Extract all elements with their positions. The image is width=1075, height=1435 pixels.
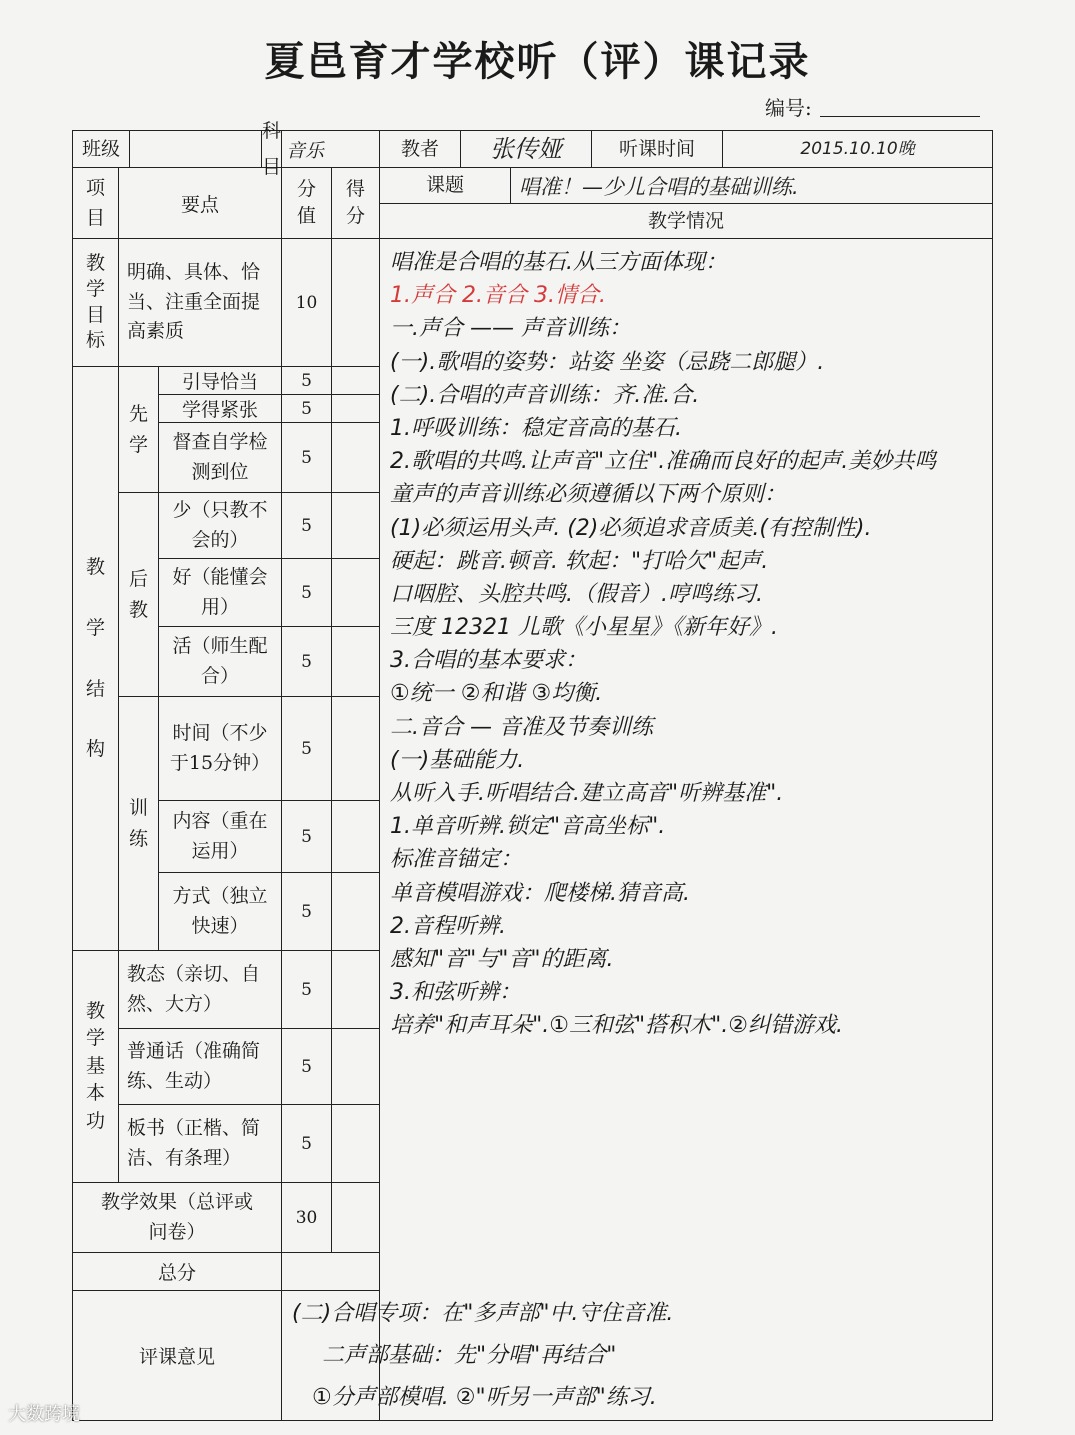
- train-item: 方式（独立快速）: [159, 873, 282, 951]
- pre-item-score: 5: [282, 367, 332, 395]
- notes-list: [380, 239, 992, 1042]
- watermark: 大数跨境: [8, 1404, 80, 1425]
- teacher-time-cell: [380, 131, 993, 168]
- points-header: 要点: [119, 168, 282, 239]
- pre-item-score: 5: [282, 423, 332, 493]
- pre-item-got[interactable]: [332, 367, 380, 395]
- total-label: 总分: [73, 1253, 282, 1291]
- train-item-got[interactable]: [332, 697, 380, 801]
- train-item-got[interactable]: [332, 873, 380, 951]
- effect-score: 30: [282, 1183, 332, 1253]
- pre-item: 督查自学检测到位: [159, 423, 282, 493]
- subject-label: 科目: [262, 120, 282, 178]
- class-value[interactable]: [130, 131, 262, 167]
- note-line: 1.呼吸训练：稳定音高的基石.: [390, 415, 683, 441]
- note-line: 单音模唱游戏：爬楼梯.猜音高.: [390, 880, 691, 906]
- basic-item: 教态（亲切、自然、大方）: [119, 951, 282, 1029]
- train-item-score: 5: [282, 801, 332, 873]
- comment-line: ①分声部模唱. ②"听另一声部"练习.: [312, 1384, 657, 1410]
- train-item: 内容（重在运用）: [159, 801, 282, 873]
- note-line: 童声的声音训练必须遵循以下两个原则：: [390, 482, 787, 508]
- post-item-got[interactable]: [332, 627, 380, 697]
- goal-got[interactable]: [332, 239, 380, 367]
- note-line: 从听入手.听唱结合.建立高音"听辨基准".: [390, 781, 784, 806]
- record-number-field[interactable]: [820, 116, 980, 117]
- page-title: 夏邑育才学校听（评）课记录: [264, 38, 811, 85]
- note-line: (1)必须运用头声. (2)必须追求音质美.(有控制性).: [390, 515, 872, 541]
- pre-item: 引导恰当: [159, 367, 282, 395]
- basic-item-got[interactable]: [332, 951, 380, 1029]
- pre-item-got[interactable]: [332, 423, 380, 493]
- comment-content: [282, 1291, 993, 1421]
- train-item: 时间（不少于15分钟）: [159, 697, 282, 801]
- class-label: 班级: [73, 131, 130, 167]
- time-value: 2015.10.10晚: [800, 139, 915, 159]
- note-line: 口咽腔、头腔共鸣.（假音）.哼鸣练习.: [390, 581, 764, 607]
- goal-points: 明确、具体、恰当、注重全面提高素质: [119, 239, 282, 367]
- item-header: 项目: [73, 168, 119, 239]
- teaching-notes: [380, 239, 993, 1421]
- train-item-score: 5: [282, 697, 332, 801]
- post-item-got[interactable]: [332, 493, 380, 559]
- note-line: 二.音合 — 音准及节奏训练: [390, 714, 654, 740]
- structure-category: 教学结构: [73, 367, 119, 951]
- basic-item-score: 5: [282, 1105, 332, 1183]
- note-line: (二).合唱的声音训练：齐.准.合.: [390, 382, 700, 408]
- basic-item-score: 5: [282, 1029, 332, 1105]
- effect-got[interactable]: [332, 1183, 380, 1253]
- note-line: 1.声合 2.音合 3.情合.: [390, 283, 606, 309]
- basic-item-got[interactable]: [332, 1029, 380, 1105]
- note-line: (一).歌唱的姿势：站姿 坐姿（忌跷二郎腿）.: [390, 349, 825, 375]
- note-line: 3.合唱的基本要求：: [390, 648, 588, 674]
- post-item: 好（能懂会用）: [159, 559, 282, 627]
- topic-cell: [380, 168, 993, 239]
- pre-item-score: 5: [282, 395, 332, 423]
- note-line: 硬起：跳音.顿音. 软起："打哈欠"起声.: [390, 548, 769, 574]
- basic-item-got[interactable]: [332, 1105, 380, 1183]
- train-item-score: 5: [282, 873, 332, 951]
- note-line: 2.音程听辨.: [390, 913, 507, 939]
- note-line: 三度 12321 儿歌《小星星》《新年好》.: [390, 615, 779, 641]
- basic-item: 普通话（准确简练、生动）: [119, 1029, 282, 1105]
- goal-score: 10: [282, 239, 332, 367]
- goal-category: 教学目标: [73, 239, 119, 367]
- record-number-label: 编号:: [765, 96, 812, 120]
- evaluation-form: [72, 120, 993, 1421]
- time-label: 听课时间: [592, 131, 723, 167]
- topic-label: 课题: [380, 168, 511, 203]
- note-line: 3.和弦听辨：: [390, 980, 522, 1006]
- basic-item-score: 5: [282, 951, 332, 1029]
- note-line: 标准音锚定：: [390, 847, 523, 873]
- note-line: 一.声合 —— 声音训练：: [390, 316, 632, 342]
- basic-item: 板书（正楷、简洁、有条理）: [119, 1105, 282, 1183]
- note-line: ①统一 ②和谐 ③均衡.: [390, 681, 603, 707]
- post-item-got[interactable]: [332, 559, 380, 627]
- train-item-got[interactable]: [332, 801, 380, 873]
- score-header: 分值: [282, 168, 332, 239]
- post-item: 活（师生配合）: [159, 627, 282, 697]
- note-line: 培养"和声耳朵".①三和弦"搭积木".②纠错游戏.: [390, 1013, 843, 1039]
- note-line: 唱准是合唱的基石.从三方面体现：: [390, 250, 728, 275]
- pre-item-got[interactable]: [332, 395, 380, 423]
- note-line: 感知"音"与"音"的距离.: [390, 946, 614, 972]
- basic-category: 教学基本功: [73, 951, 119, 1183]
- post-item-score: 5: [282, 493, 332, 559]
- post-item-score: 5: [282, 559, 332, 627]
- class-subject-cell: [73, 120, 282, 178]
- subject-value: 音乐: [282, 131, 380, 168]
- teacher-label: 教者: [380, 131, 461, 167]
- pre-item: 学得紧张: [159, 395, 282, 423]
- effect-label: 教学效果（总评或问卷）: [73, 1183, 282, 1253]
- comment-line: (二)合唱专项：在"多声部"中.守住音准.: [292, 1301, 674, 1326]
- pre-learn-label: 先学: [119, 367, 159, 493]
- total-value[interactable]: [282, 1253, 380, 1291]
- comment-label: 评课意见: [73, 1291, 282, 1421]
- note-line: 2.歌唱的共鸣.让声音"立住".准确而良好的起声.美妙共鸣: [390, 449, 937, 475]
- got-header: 得分: [332, 168, 380, 239]
- note-line: (一)基础能力.: [390, 747, 525, 773]
- topic-value: 唱准！—少儿合唱的基础训练.: [519, 174, 799, 199]
- note-line: 1.单音听辨.锁定"音高坐标".: [390, 814, 666, 840]
- teacher-value: 张传娅: [461, 131, 592, 167]
- comment-line: 二声部基础：先"分唱"再结合": [322, 1342, 617, 1368]
- post-item: 少（只教不会的）: [159, 493, 282, 559]
- training-label: 训练: [119, 697, 159, 951]
- teaching-header: 教学情况: [648, 210, 725, 232]
- post-teach-label: 后教: [119, 493, 159, 697]
- post-item-score: 5: [282, 627, 332, 697]
